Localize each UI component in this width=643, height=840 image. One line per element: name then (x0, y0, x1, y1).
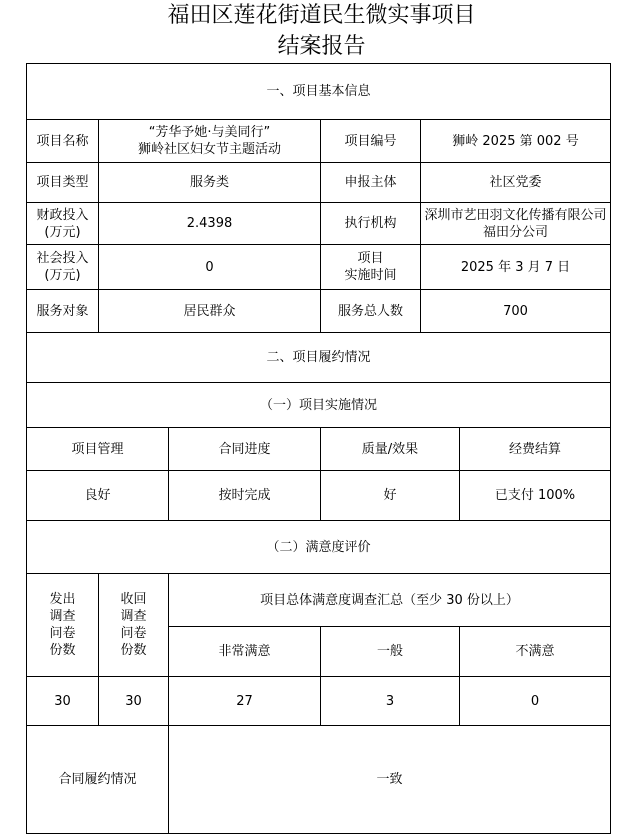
satisfaction-summary-label: 项目总体满意度调查汇总（至少 30 份以上） (169, 574, 611, 627)
issued-questionnaires-value: 30 (27, 677, 99, 726)
issued-label-line-2: 调查 (49, 609, 76, 624)
fiscal-input-label (27, 203, 99, 245)
implementation-time-label-line-2: 实施时间 (344, 268, 397, 283)
project-code-label: 项目编号 (321, 120, 421, 163)
service-target-value: 居民群众 (99, 290, 321, 333)
returned-questionnaires-label (99, 574, 169, 677)
implementation-time-value: 2025 年 3 月 7 日 (421, 245, 611, 290)
level-average-value: 3 (321, 677, 460, 726)
executor-value: 深圳市艺田羽文化传播有限公司福田分公司 (421, 203, 611, 245)
fiscal-input-value: 2.4398 (99, 203, 321, 245)
report-title-line-2: 结案报告 (277, 34, 366, 59)
level-average-label: 一般 (321, 627, 460, 677)
project-type-label: 项目类型 (27, 163, 99, 203)
contract-performance-value: 一致 (169, 726, 611, 834)
implementation-time-label (321, 245, 421, 290)
returned-label-line-1: 收回 (120, 592, 147, 607)
impl-header-management: 项目管理 (27, 428, 169, 471)
social-input-value: 0 (99, 245, 321, 290)
issued-label-line-3: 问卷 (49, 626, 76, 641)
service-people-value: 700 (421, 290, 611, 333)
project-code-value: 狮岭 2025 第 002 号 (421, 120, 611, 163)
returned-questionnaires-value: 30 (99, 677, 169, 726)
report-title-line-1: 福田区莲花街道民生微实事项目 (167, 3, 476, 28)
returned-label-line-2: 调查 (120, 609, 147, 624)
project-name-label: 项目名称 (27, 120, 99, 163)
subsection-implementation-heading: （一）项目实施情况 (27, 383, 611, 428)
service-target-label: 服务对象 (27, 290, 99, 333)
social-input-label-line-2: (万元) (44, 268, 81, 283)
project-name-line-2: 狮岭社区妇女节主题活动 (137, 142, 281, 157)
impl-header-quality: 质量/效果 (321, 428, 460, 471)
impl-header-settlement: 经费结算 (460, 428, 611, 471)
report-table (26, 63, 611, 834)
executor-label: 执行机构 (321, 203, 421, 245)
issued-label-line-1: 发出 (49, 592, 76, 607)
project-type-value: 服务类 (99, 163, 321, 203)
subsection-satisfaction-heading: （二）满意度评价 (27, 521, 611, 574)
level-very-satisfied-label: 非常满意 (169, 627, 321, 677)
implementation-time-label-line-1: 项目 (357, 251, 384, 266)
social-input-label-line-1: 社会投入 (36, 251, 89, 266)
impl-value-settlement: 已支付 100% (460, 471, 611, 521)
service-people-label: 服务总人数 (321, 290, 421, 333)
level-unsatisfied-label: 不满意 (460, 627, 611, 677)
returned-label-line-4: 份数 (120, 643, 147, 658)
level-very-satisfied-value: 27 (169, 677, 321, 726)
returned-label-line-3: 问卷 (120, 626, 147, 641)
section-basic-info-heading: 一、项目基本信息 (27, 64, 611, 120)
issued-label-line-4: 份数 (49, 643, 76, 658)
impl-header-progress: 合同进度 (169, 428, 321, 471)
applicant-label: 申报主体 (321, 163, 421, 203)
applicant-value: 社区党委 (421, 163, 611, 203)
fiscal-input-label-line-2: (万元) (44, 224, 81, 240)
level-unsatisfied-value: 0 (460, 677, 611, 726)
project-name-line-1: “芳华予她·与美同行” (148, 125, 271, 140)
contract-performance-label: 合同履约情况 (27, 726, 169, 834)
impl-value-progress: 按时完成 (169, 471, 321, 521)
impl-value-management: 良好 (27, 471, 169, 521)
fiscal-input-label-line-1: 财政投入 (36, 207, 89, 223)
issued-questionnaires-label (27, 574, 99, 677)
project-name-value (99, 120, 321, 163)
section-performance-heading: 二、项目履约情况 (27, 333, 611, 383)
social-input-label (27, 245, 99, 290)
impl-value-quality: 好 (321, 471, 460, 521)
